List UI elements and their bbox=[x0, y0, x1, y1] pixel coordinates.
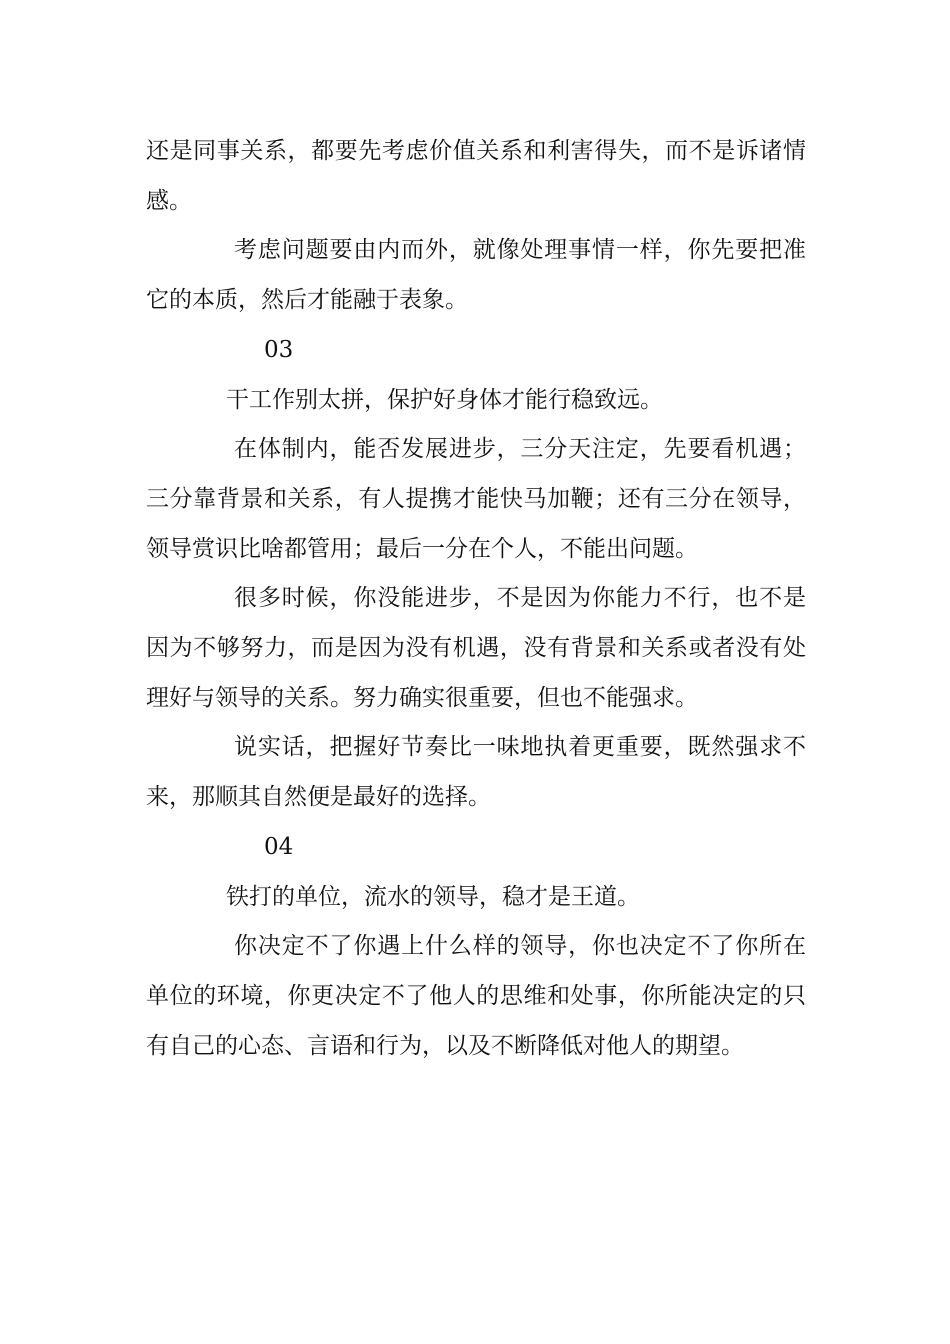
section-subtitle-03: 干工作别太拼，保护好身体才能行稳致远。 bbox=[226, 386, 663, 413]
section-number-04: 04 bbox=[264, 833, 294, 860]
paragraph: 很多时候，你没能进步，不是因为你能力不行，也不是因为不够努力，而是因为没有机遇，没有背景和关系或者没有处理好与领导的关系。努力确实很重要，但也不能强求。 bbox=[146, 585, 806, 711]
section-number-03: 03 bbox=[264, 336, 294, 363]
document-body bbox=[146, 127, 806, 1071]
paragraph: 你决定不了你遇上什么样的领导，你也决定不了你所在单位的环境，你更决定不了他人的思维和处事，你所能决定的只有自己的心态、言语和行为，以及不断降低对他人的期望。 bbox=[146, 933, 806, 1059]
paragraph: 在体制内，能否发展进步，三分天注定，先要看机遇；三分靠背景和关系，有人提携才能快马加鞭；还有三分在领导，领导赏识比啥都管用；最后一分在个人，不能出问题。 bbox=[146, 436, 806, 562]
paragraph: 说实话，把握好节奏比一味地执着更重要，既然强求不来，那顺其自然便是最好的选择。 bbox=[146, 734, 806, 811]
paragraph: 考虑问题要由内而外，就像处理事情一样，你先要把准它的本质，然后才能融于表象。 bbox=[146, 237, 806, 314]
section-subtitle-04: 铁打的单位，流水的领导，稳才是王道。 bbox=[226, 883, 640, 910]
paragraph-continuation: 还是同事关系，都要先考虑价值关系和利害得失，而不是诉诸情感。 bbox=[146, 138, 806, 214]
